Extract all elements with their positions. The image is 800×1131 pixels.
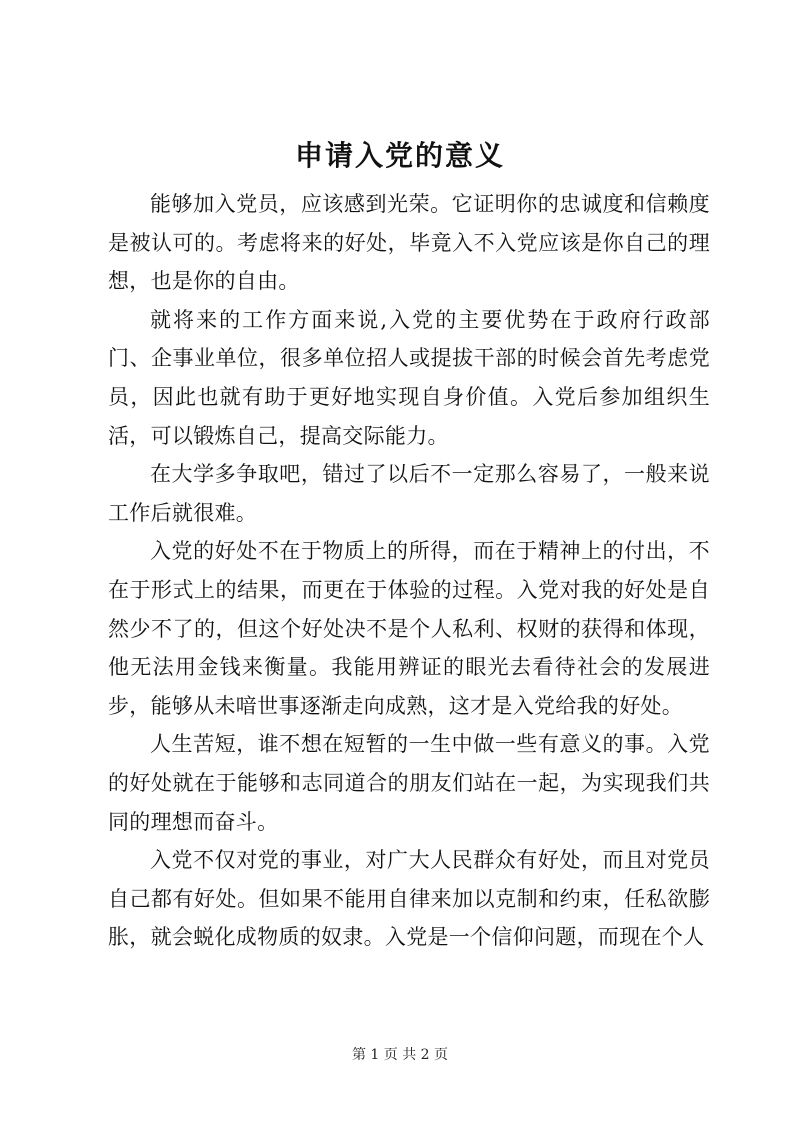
document-title: 申请入党的意义: [294, 139, 505, 172]
page-footer: 第 1 页 共 2 页: [351, 1047, 449, 1063]
paragraph-1: 能够加入党员，应该感到光荣。它证明你的忠诚度和信赖度是被认可的。考虑将来的好处，毕竟入不入党应该是你自己的理想，也是你的自由。: [108, 192, 710, 294]
paragraph-6: 入党不仅对党的事业，对广大人民群众有好处，而且对党员自己都有好处。但如果不能用自律来加以克制和约束，任私欲膨胀，就会蜕化成物质的奴隶。入党是一个信仰问题，而现在个人: [108, 848, 710, 950]
paragraph-3: 在大学多争取吧，错过了以后不一定那么容易了，一般来说工作后就很难。: [108, 462, 710, 525]
paragraph-4: 入党的好处不在于物质上的所得，而在于精神上的付出，不在于形式上的结果，而更在于体验的过程。入党对我的好处是自然少不了的，但这个好处决不是个人私利、权财的获得和体现，他无法用金钱来衡量。我能用辨证的眼光去看待社会的发展进步，能够从未喑世事逐渐走向成熟，这才是入党给我的好处。: [108, 539, 710, 718]
paragraph-5: 人生苦短，谁不想在短暂的一生中做一些有意义的事。入党的好处就在于能够和志同道合的朋友们站在一起，为实现我们共同的理想而奋斗。: [108, 732, 710, 834]
paragraph-2: 就将来的工作方面来说,入党的主要优势在于政府行政部门、企事业单位，很多单位招人或提拔干部的时候会首先考虑党员，因此也就有助于更好地实现自身价值。入党后参加组织生活，可以锻炼自己，提高交际能力。: [108, 307, 710, 448]
document-body: [108, 185, 710, 957]
